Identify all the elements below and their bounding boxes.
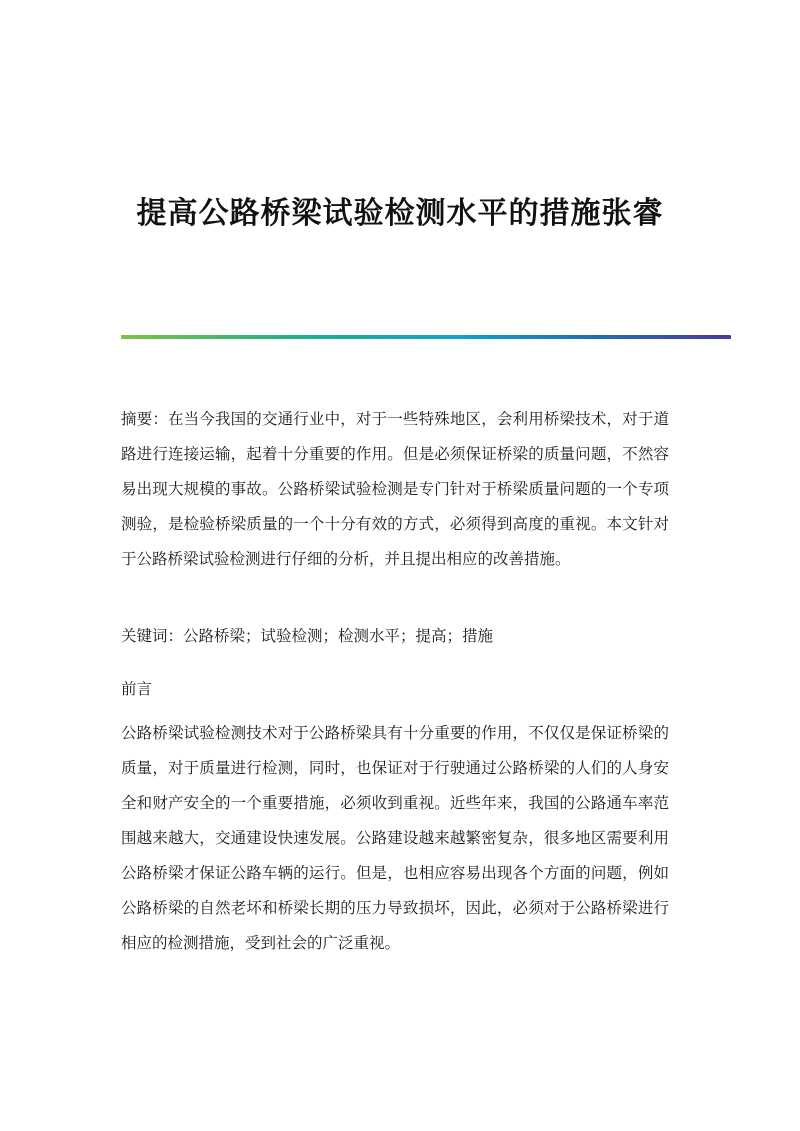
preface-paragraph: 公路桥梁试验检测技术对于公路桥梁具有十分重要的作用，不仅仅是保证桥梁的质量，对于质量进行检测，同时，也保证对于行驶通过公路桥梁的人们的人身安全和财产安全的一个重要措施，必须收到重视。近些年来，我国的公路通车率范围越来越大，交通建设快速发展。公路建设越来越繁密复杂，很多地区需要利用公路桥梁才保证公路车辆的运行。但是，也相应容易出现各个方面的问题，例如公路桥梁的自然老坏和桥梁长期的压力导致损坏，因此，必须对于公路桥梁进行相应的检测措施，受到社会的广泛重视。 [121,724,669,952]
preface-heading: 前言 [121,680,153,698]
keywords-line: 关键词：公路桥梁；试验检测；检测水平；提高；措施 [121,627,494,645]
abstract-paragraph: 摘要：在当今我国的交通行业中，对于一些特殊地区，会利用桥梁技术，对于道路进行连接运输，起着十分重要的作用。但是必须保证桥梁的质量问题，不然容易出现大规模的事故。公路桥梁试验检测是专门针对于桥梁质量问题的一个专项测验，是检验桥梁质量的一个十分有效的方式，必须得到高度的重视。本文针对于公路桥梁试验检测进行仔细的分析，并且提出相应的改善措施。 [121,410,669,568]
document-title: 提高公路桥梁试验检测水平的措施张睿 [136,196,664,231]
title-divider [121,335,731,339]
